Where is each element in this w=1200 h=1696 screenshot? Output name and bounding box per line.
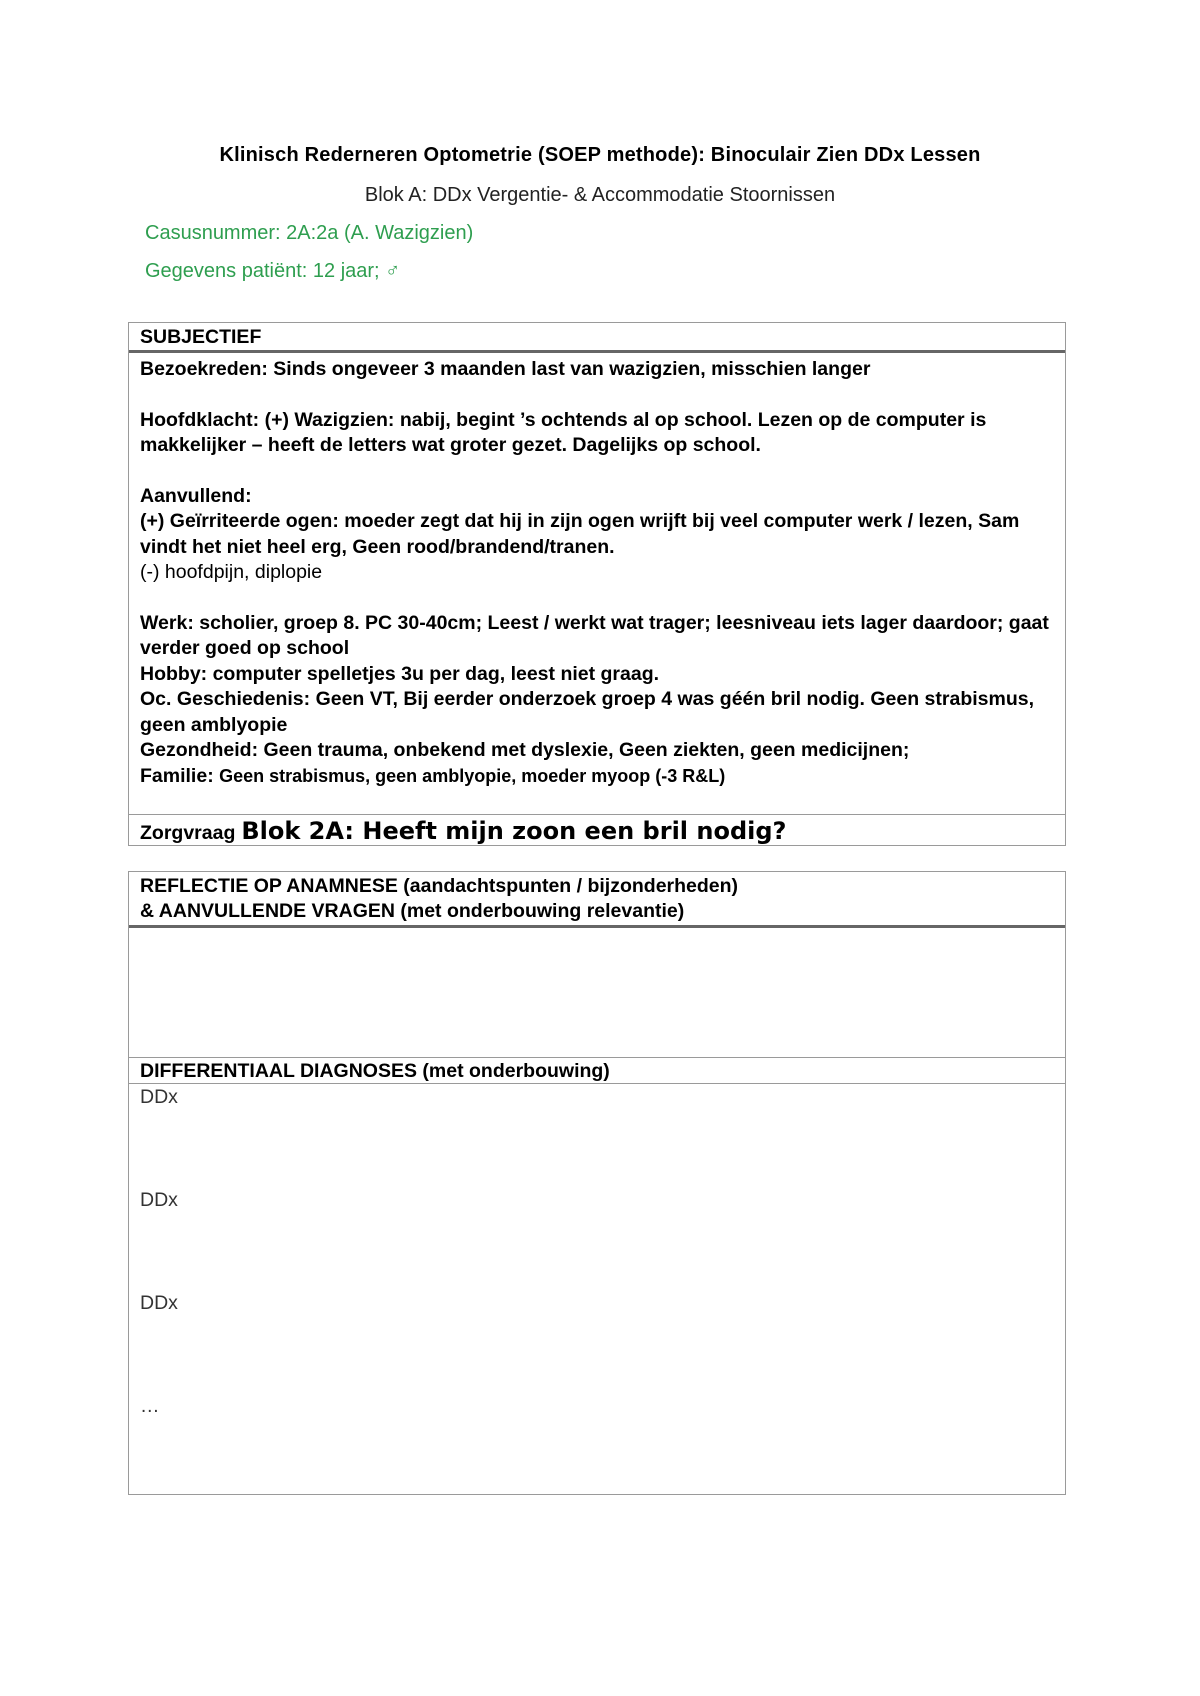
oc-geschiedenis: Oc. Geschiedenis: Geen VT, Bij eerder onderzoek groep 4 was géén bril nodig. Geen strabismus, geen amblyopie [140, 688, 1035, 736]
bezoekreden: Bezoekreden: Sinds ongeveer 3 maanden last van wazigzien, misschien langer [140, 358, 871, 380]
zorgvraag-label: Zorgvraag [140, 822, 236, 844]
reflectie-table [128, 871, 1066, 1495]
familie [140, 764, 1054, 790]
zorgvraag-row [129, 814, 1065, 845]
hoofdklacht: Hoofdklacht: (+) Wazigzien: nabij, begint ’s ochtends al op school. Lezen op de computer is makkelijker – heeft de letters wat groter gezet. Dagelijks op school. [140, 408, 987, 456]
case-number: Casusnummer: 2A:2a (A. Wazigzien) [145, 222, 474, 244]
familie-text: Geen strabismus, geen amblyopie, moeder myoop (-3 R&L) [219, 765, 726, 786]
patient-data: Gegevens patiënt: 12 jaar; ♂ [145, 260, 401, 282]
subjectief-body [129, 353, 1065, 814]
ddx-answer-area[interactable] [129, 1084, 1065, 1500]
aanvullend-positive: (+) Geïrriteerde ogen: moeder zegt dat hij in zijn ogen wrijft bij veel computer werk / lezen, Sam vindt het niet heel erg, Geen rood/brandend/tranen. [140, 510, 1020, 558]
subjectief-heading: SUBJECTIEF [129, 323, 1065, 353]
ddx-item: DDx [140, 1292, 178, 1314]
ddx-heading: DIFFERENTIAAL DIAGNOSES (met onderbouwing) [129, 1058, 1065, 1084]
subjectief-table [128, 322, 1066, 846]
zorgvraag-text: Blok 2A: Heeft mijn zoon een bril nodig? [241, 817, 787, 845]
document-subtitle: Blok A: DDx Vergentie- & Accommodatie Stoornissen [364, 184, 836, 206]
reflectie-heading-line1: REFLECTIE OP ANAMNESE (aandachtspunten / bijzonderheden) [140, 875, 739, 897]
ddx-item: DDx [140, 1189, 178, 1211]
aanvullend-label: Aanvullend: [140, 484, 252, 507]
hobby: Hobby: computer spelletjes 3u per dag, leest niet graag. [140, 662, 660, 685]
ddx-item: DDx [140, 1086, 178, 1108]
reflectie-answer-area[interactable] [129, 928, 1065, 1058]
aanvullend-negative: (-) hoofdpijn, diplopie [140, 561, 323, 583]
reflectie-heading-line2: & AANVULLENDE VRAGEN (met onderbouwing relevantie) [140, 900, 685, 922]
document-title: Klinisch Rederneren Optometrie (SOEP methode): Binoculair Zien DDx Lessen [219, 144, 981, 166]
reflectie-heading [129, 872, 1065, 928]
werk: Werk: scholier, groep 8. PC 30-40cm; Leest / werkt wat trager; leesniveau iets lager daardoor; gaat verder goed op school [140, 611, 1049, 659]
gezondheid: Gezondheid: Geen trauma, onbekend met dyslexie, Geen ziekten, geen medicijnen; [140, 739, 910, 761]
familie-label: Familie: [140, 764, 214, 787]
ddx-item: … [140, 1395, 160, 1417]
